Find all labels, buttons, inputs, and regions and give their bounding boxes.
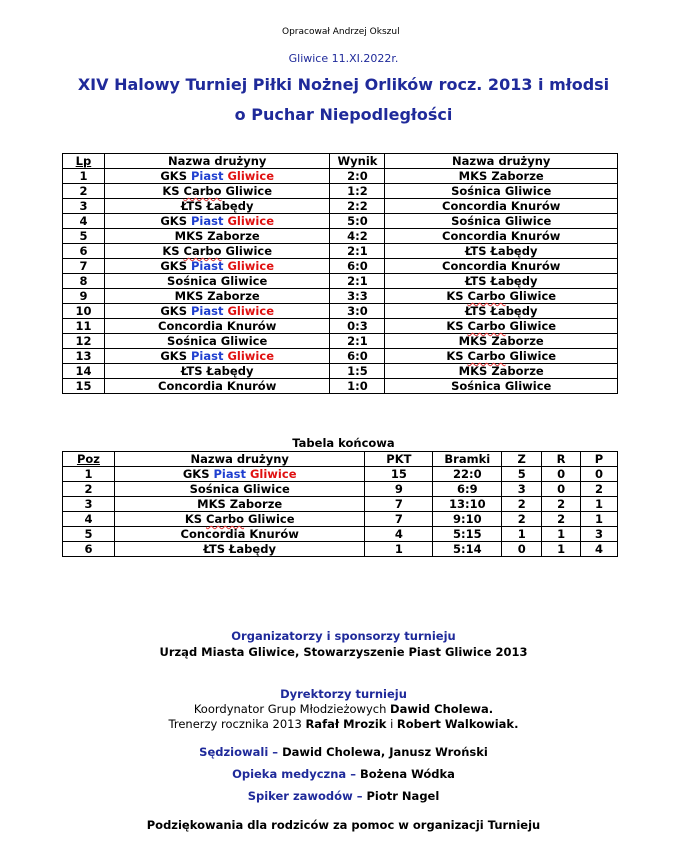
match-score: 6:0 bbox=[330, 349, 385, 364]
col-lp: Lp bbox=[63, 154, 105, 169]
match-team-b: MKS Zaborze bbox=[385, 169, 618, 184]
standings-p: 3 bbox=[581, 527, 618, 542]
match-score: 2:2 bbox=[330, 199, 385, 214]
match-score: 6:0 bbox=[330, 259, 385, 274]
thanks-line: Podziękowania dla rodziców za pomoc w organizacji Turnieju bbox=[146, 818, 541, 832]
standings-z: 2 bbox=[502, 497, 542, 512]
standings-pkt: 7 bbox=[365, 497, 433, 512]
standings-team: ŁTS Łabędy bbox=[114, 542, 365, 557]
coaches-join: i bbox=[390, 717, 394, 731]
match-lp: 14 bbox=[63, 364, 105, 379]
standings-z: 1 bbox=[502, 527, 542, 542]
standings-r: 1 bbox=[542, 527, 581, 542]
match-score: 2:1 bbox=[330, 244, 385, 259]
matches-body bbox=[63, 169, 618, 394]
standings-pkt: 7 bbox=[365, 512, 433, 527]
standings-z: 3 bbox=[502, 482, 542, 497]
match-team-b: KS Carbo Gliwice bbox=[385, 349, 618, 364]
match-team-a: MKS Zaborze bbox=[104, 289, 330, 304]
match-row bbox=[63, 274, 618, 289]
match-row bbox=[63, 364, 618, 379]
match-team-a: GKS Piast Gliwice bbox=[104, 169, 330, 184]
standings-pkt: 4 bbox=[365, 527, 433, 542]
standings-pkt: 1 bbox=[365, 542, 433, 557]
match-lp: 6 bbox=[63, 244, 105, 259]
match-score: 2:0 bbox=[330, 169, 385, 184]
standings-team: Concordia Knurów bbox=[114, 527, 365, 542]
match-row bbox=[63, 169, 618, 184]
col-r: R bbox=[542, 452, 581, 467]
standings-row bbox=[63, 542, 618, 557]
match-lp: 3 bbox=[63, 199, 105, 214]
match-row bbox=[63, 199, 618, 214]
match-score: 0:3 bbox=[330, 319, 385, 334]
match-team-a: KS Carbo Gliwice bbox=[104, 184, 330, 199]
standings-p: 0 bbox=[581, 467, 618, 482]
match-row bbox=[63, 349, 618, 364]
match-team-b: Concordia Knurów bbox=[385, 199, 618, 214]
medical-name: Bożena Wódka bbox=[359, 767, 455, 781]
speaker-line bbox=[0, 789, 687, 803]
coordinator-prefix: Koordynator Grup Młodzieżowych bbox=[193, 702, 387, 716]
match-team-a: Sośnica Gliwice bbox=[104, 334, 330, 349]
match-team-a: GKS Piast Gliwice bbox=[104, 214, 330, 229]
referees-dash: – bbox=[272, 745, 279, 759]
coordinator-name: Dawid Cholewa. bbox=[390, 702, 494, 716]
match-row bbox=[63, 259, 618, 274]
match-team-b: ŁTS Łabędy bbox=[385, 244, 618, 259]
match-lp: 7 bbox=[63, 259, 105, 274]
match-score: 1:5 bbox=[330, 364, 385, 379]
match-lp: 8 bbox=[63, 274, 105, 289]
standings-row bbox=[63, 482, 618, 497]
directors-heading: Dyrektorzy turnieju bbox=[280, 687, 407, 701]
match-lp: 10 bbox=[63, 304, 105, 319]
medical-dash: – bbox=[350, 767, 356, 781]
standings-team: MKS Zaborze bbox=[114, 497, 365, 512]
match-team-a: Concordia Knurów bbox=[104, 379, 330, 394]
standings-r: 0 bbox=[542, 467, 581, 482]
standings-p: 4 bbox=[581, 542, 618, 557]
match-team-b: MKS Zaborze bbox=[385, 334, 618, 349]
author-line: Opracował Andrzej Okszul bbox=[282, 27, 400, 37]
match-row bbox=[63, 379, 618, 394]
standings-pkt: 15 bbox=[365, 467, 433, 482]
match-score: 1:2 bbox=[330, 184, 385, 199]
match-team-a: Sośnica Gliwice bbox=[104, 274, 330, 289]
standings-bramki: 6:9 bbox=[433, 482, 502, 497]
match-row bbox=[63, 229, 618, 244]
standings-r: 1 bbox=[542, 542, 581, 557]
standings-poz: 2 bbox=[63, 482, 115, 497]
standings-bramki: 5:15 bbox=[433, 527, 502, 542]
match-row bbox=[63, 289, 618, 304]
standings-caption: Tabela końcowa bbox=[292, 436, 395, 450]
match-score: 1:0 bbox=[330, 379, 385, 394]
standings-header-row bbox=[63, 452, 618, 467]
match-row bbox=[63, 334, 618, 349]
referees-label: Sędziowali bbox=[199, 745, 269, 759]
match-score: 2:1 bbox=[330, 334, 385, 349]
match-team-b: Concordia Knurów bbox=[385, 229, 618, 244]
match-row bbox=[63, 244, 618, 259]
standings-z: 2 bbox=[502, 512, 542, 527]
coach-2: Robert Walkowiak. bbox=[396, 717, 519, 731]
match-team-a: GKS Piast Gliwice bbox=[104, 304, 330, 319]
col-bramki: Bramki bbox=[433, 452, 502, 467]
match-team-a: ŁTS Łabędy bbox=[104, 199, 330, 214]
match-lp: 12 bbox=[63, 334, 105, 349]
match-team-a: GKS Piast Gliwice bbox=[104, 259, 330, 274]
col-poz: Poz bbox=[63, 452, 115, 467]
coaches-prefix: Trenerzy rocznika 2013 bbox=[168, 717, 302, 731]
standings-r: 0 bbox=[542, 482, 581, 497]
match-score: 5:0 bbox=[330, 214, 385, 229]
organizers-heading: Organizatorzy i sponsorzy turnieju bbox=[231, 629, 456, 643]
coordinator-line bbox=[0, 702, 687, 716]
standings-row bbox=[63, 497, 618, 512]
match-lp: 13 bbox=[63, 349, 105, 364]
match-team-a: KS Carbo Gliwice bbox=[104, 244, 330, 259]
col-score: Wynik bbox=[330, 154, 385, 169]
standings-pkt: 9 bbox=[365, 482, 433, 497]
medical-label: Opieka medyczna bbox=[232, 767, 347, 781]
match-team-b: ŁTS Łabędy bbox=[385, 304, 618, 319]
match-score: 3:0 bbox=[330, 304, 385, 319]
standings-p: 1 bbox=[581, 512, 618, 527]
page-title: XIV Halowy Turniej Piłki Nożnej Orlików rocz. 2013 i młodsi bbox=[77, 75, 610, 94]
coaches-line bbox=[0, 717, 687, 731]
standings-z: 5 bbox=[502, 467, 542, 482]
match-row bbox=[63, 304, 618, 319]
match-team-b: KS Carbo Gliwice bbox=[385, 289, 618, 304]
page-subtitle: o Puchar Niepodległości bbox=[234, 105, 453, 124]
standings-poz: 4 bbox=[63, 512, 115, 527]
match-team-a: MKS Zaborze bbox=[104, 229, 330, 244]
speaker-name: Piotr Nagel bbox=[366, 789, 440, 803]
match-team-a: ŁTS Łabędy bbox=[104, 364, 330, 379]
matches-header-row bbox=[63, 154, 618, 169]
col-pkt: PKT bbox=[365, 452, 433, 467]
match-lp: 9 bbox=[63, 289, 105, 304]
match-team-b: MKS Zaborze bbox=[385, 364, 618, 379]
match-team-b: Sośnica Gliwice bbox=[385, 184, 618, 199]
standings-team: Sośnica Gliwice bbox=[114, 482, 365, 497]
match-row bbox=[63, 319, 618, 334]
match-lp: 5 bbox=[63, 229, 105, 244]
match-team-b: Concordia Knurów bbox=[385, 259, 618, 274]
col-p: P bbox=[581, 452, 618, 467]
organizers-text: Urząd Miasta Gliwice, Stowarzyszenie Piast Gliwice 2013 bbox=[159, 645, 528, 659]
speaker-dash: – bbox=[356, 789, 363, 803]
referees-line bbox=[0, 745, 687, 759]
standings-r: 2 bbox=[542, 512, 581, 527]
match-team-b: ŁTS Łabędy bbox=[385, 274, 618, 289]
matches-table bbox=[62, 153, 618, 394]
standings-bramki: 9:10 bbox=[433, 512, 502, 527]
medical-line bbox=[0, 767, 687, 781]
standings-z: 0 bbox=[502, 542, 542, 557]
standings-bramki: 22:0 bbox=[433, 467, 502, 482]
speaker-label: Spiker zawodów bbox=[247, 789, 353, 803]
standings-row bbox=[63, 527, 618, 542]
date-line: Gliwice 11.XI.2022r. bbox=[288, 52, 399, 65]
standings-poz: 6 bbox=[63, 542, 115, 557]
standings-p: 2 bbox=[581, 482, 618, 497]
match-team-b: Sośnica Gliwice bbox=[385, 379, 618, 394]
col-team: Nazwa drużyny bbox=[114, 452, 365, 467]
match-team-b: Sośnica Gliwice bbox=[385, 214, 618, 229]
coach-1: Rafał Mrozik bbox=[305, 717, 387, 731]
match-row bbox=[63, 184, 618, 199]
match-team-b: KS Carbo Gliwice bbox=[385, 319, 618, 334]
match-row bbox=[63, 214, 618, 229]
match-score: 4:2 bbox=[330, 229, 385, 244]
standings-poz: 5 bbox=[63, 527, 115, 542]
standings-poz: 3 bbox=[63, 497, 115, 512]
standings-poz: 1 bbox=[63, 467, 115, 482]
match-lp: 11 bbox=[63, 319, 105, 334]
standings-team: GKS Piast Gliwice bbox=[114, 467, 365, 482]
standings-r: 2 bbox=[542, 497, 581, 512]
match-lp: 15 bbox=[63, 379, 105, 394]
match-score: 2:1 bbox=[330, 274, 385, 289]
standings-bramki: 13:10 bbox=[433, 497, 502, 512]
standings-p: 1 bbox=[581, 497, 618, 512]
match-team-a: Concordia Knurów bbox=[104, 319, 330, 334]
standings-table bbox=[62, 451, 618, 557]
match-lp: 1 bbox=[63, 169, 105, 184]
col-team-a: Nazwa drużyny bbox=[104, 154, 330, 169]
match-lp: 2 bbox=[63, 184, 105, 199]
standings-row bbox=[63, 467, 618, 482]
referees-names: Dawid Cholewa, Janusz Wroński bbox=[282, 745, 488, 759]
match-score: 3:3 bbox=[330, 289, 385, 304]
standings-row bbox=[63, 512, 618, 527]
match-lp: 4 bbox=[63, 214, 105, 229]
standings-team: KS Carbo Gliwice bbox=[114, 512, 365, 527]
col-team-b: Nazwa drużyny bbox=[385, 154, 618, 169]
col-z: Z bbox=[502, 452, 542, 467]
standings-body bbox=[63, 467, 618, 557]
match-team-a: GKS Piast Gliwice bbox=[104, 349, 330, 364]
standings-bramki: 5:14 bbox=[433, 542, 502, 557]
